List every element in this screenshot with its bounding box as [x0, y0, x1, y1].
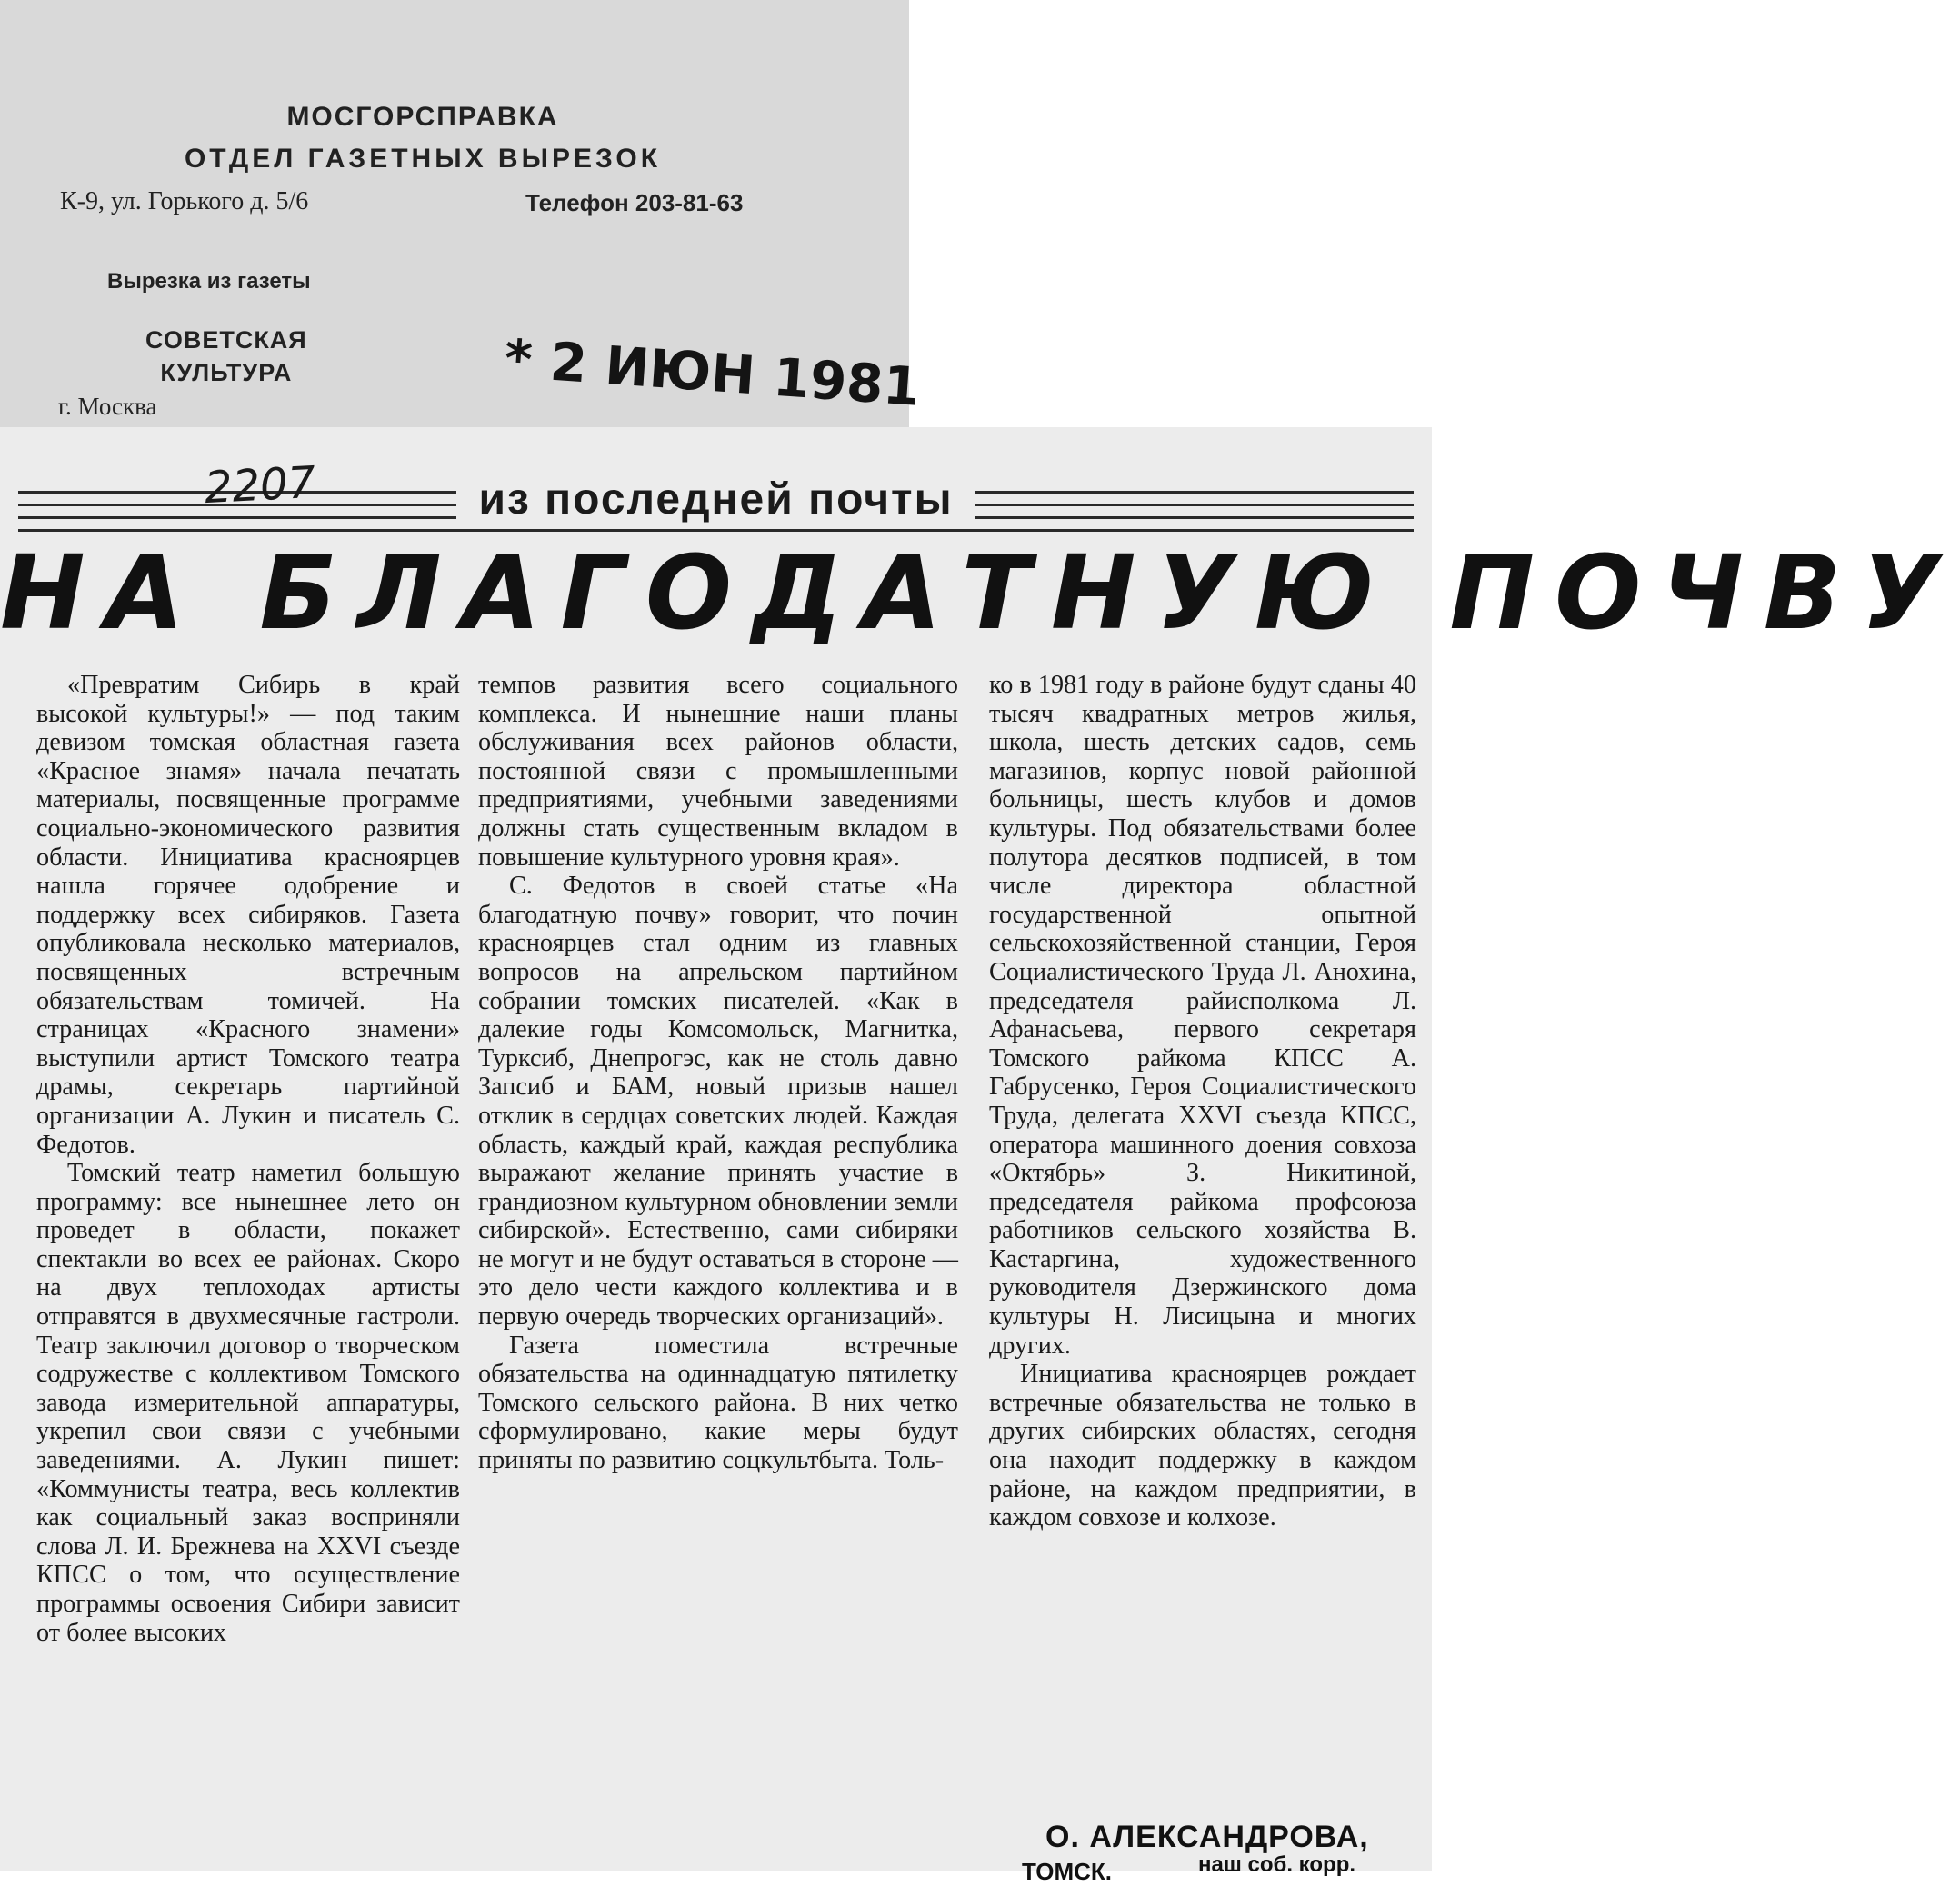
article-column-3: [989, 671, 1416, 1532]
newspaper-name-line1: СОВЕТСКАЯ: [145, 326, 307, 354]
rule-line: [18, 529, 1414, 532]
agency-phone: Телефон 203-81-63: [525, 189, 744, 216]
paragraph: Томский театр наметил большую программу: все нынешнее лето он проведет в области, покажет спектакли во всех ее районах. Скоро на двух теплоходах артисты отправятся в двухмесячные гастроли. Театр заключил договор о творческом содружестве с коллективом Томского завода измерительной аппаратуры, укрепил свои связи с учебными заведениями. А. Лукин пишет: «Коммунисты театра, весь коллектив как социальный заказ восприняли слова Л. И. Брежнева на XXVI съезде КПСС о том, что осуществление программы освоения Сибири зависит от более высоких: [36, 1159, 460, 1647]
newspaper-name-line2: КУЛЬТУРА: [160, 359, 293, 386]
article-column-2: [478, 671, 958, 1475]
paragraph: темпов развития всего социального комплекса. И нынешние наши планы обслуживания всех районов области, постоянной связи с промышленными предприятиями, учебными заведениями должны стать существенным вкладом в повышение культурного уровня края».: [478, 671, 958, 872]
newspaper-name: [145, 324, 307, 389]
clipping-service-slip: [0, 0, 923, 427]
department-name: ОТДЕЛ ГАЗЕТНЫХ ВЫРЕЗОК: [184, 144, 662, 174]
clipping-label: Вырезка из газеты: [107, 269, 311, 294]
newspaper-clipping: [0, 427, 1960, 1885]
author-city: ТОМСК.: [1022, 1858, 1112, 1885]
agency-name: МОСГОРСПРАВКА: [286, 102, 559, 132]
paragraph: Инициатива красноярцев рождает встречные обязательства не только в других сибирских областях, сегодня она находит поддержку в каждом районе, на каждом предприятии, в каждом совхозе и колхозе.: [989, 1360, 1416, 1532]
paragraph: ко в 1981 году в районе будут сданы 40 тысяч квадратных метров жилья, школа, шесть детских садов, семь магазинов, корпус новой районной больницы, шесть клубов и домов культуры. Под обязательствами более полутора десятков подписей, в том числе директора областной государственной опытной сельскохозяйственной станции, Героя Социалистического Труда Л. Анохина, председателя райисполкома Л. Афанасьева, первого секретаря Томского райкома КПСС А. Габрусенко, Героя Социалистического Труда, делегата XXVI съезда КПСС, оператора машинного доения совхоза «Октябрь» З. Никитиной, председателя райкома профсоюза работников сельского хозяйства В. Кастаргина, художественного руководителя Дзержинского дома культуры Н. Лисицына и многих других.: [989, 671, 1416, 1360]
paragraph: Газета поместила встречные обязательства на одиннадцатую пятилетку Томского сельского района. В них четко сформулировано, какие меры будут приняты по развитию соцкультбыта. Толь-: [478, 1331, 958, 1475]
headline: НА БЛАГОДАТНУЮ ПОЧВУ: [0, 534, 1960, 653]
author-role: наш соб. корр.: [1198, 1852, 1356, 1877]
newspaper-city: г. Москва: [58, 393, 157, 420]
date-stamp: * 2 ИЮН 1981: [502, 327, 923, 418]
author-name: О. АЛЕКСАНДРОВА,: [1045, 1820, 1369, 1854]
agency-address: К-9, ул. Горького д. 5/6: [60, 187, 309, 215]
handwritten-number: 2207: [203, 456, 317, 514]
article-column-1: [36, 671, 460, 1647]
paragraph: С. Федотов в своей статье «На благодатную почву» говорит, что почин красноярцев стал одним из главных вопросов на апрельском партийном собрании томских писателей. «Как в далекие годы Комсомольск, Магнитка, Турксиб, Днепрогэс, как не столь давно Запсиб и БАМ, новый призыв нашел отклик в сердцах советских людей. Каждая область, каждый край, каждая республика выражают желание принять участие в грандиозном культурном обновлении земли сибирской». Естественно, сами сибиряки не могут и не будут оставаться в стороне — это дело чести каждого коллектива и в первую очередь творческих организаций».: [478, 872, 958, 1332]
rubric-text: из последней почты: [456, 475, 975, 524]
paragraph: «Превратим Сибирь в край высокой культуры!» — под таким девизом томская областная газета «Красное знамя» начала печатать материалы, посвященные программе социально-экономического развития области. Инициатива красноярцев нашла горячее одобрение и поддержку всех сибиряков. Газета опубликовала несколько материалов, посвященных встречным обязательствам томичей. На страницах «Красного знамени» выступили артист Томского театра драмы, секретарь партийной организации А. Лукин и писатель С. Федотов.: [36, 671, 460, 1159]
